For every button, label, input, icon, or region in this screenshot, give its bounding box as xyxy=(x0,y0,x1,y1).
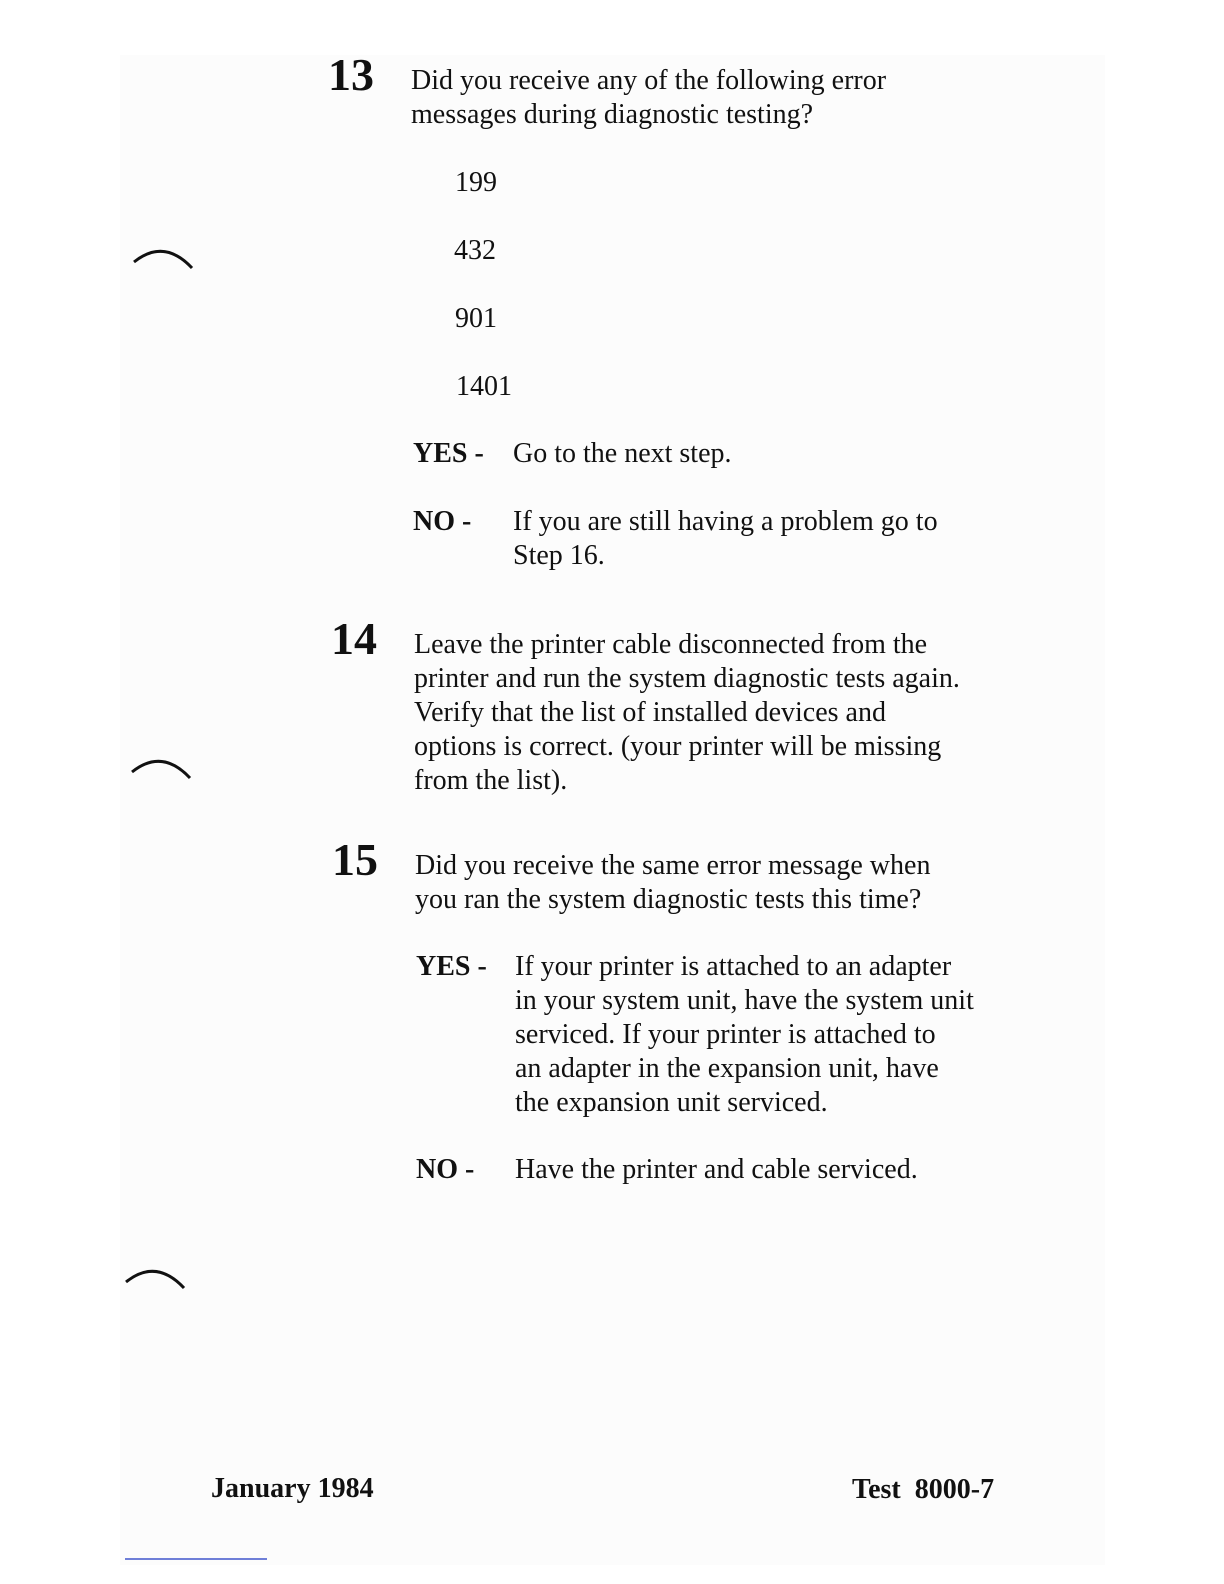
text-line: Have the printer and cable serviced. xyxy=(515,1154,918,1185)
error-code: 901 xyxy=(455,303,497,334)
page-sheet xyxy=(120,55,1105,1565)
no-instruction xyxy=(515,1153,918,1187)
no-label: NO - xyxy=(413,506,472,537)
text-line: Step 16. xyxy=(513,540,605,571)
step-number: 15 xyxy=(332,834,378,885)
text-line: from the list). xyxy=(414,765,568,796)
binder-hole-mark-icon xyxy=(128,238,198,274)
step-number: 13 xyxy=(328,49,374,100)
binder-hole-mark-icon xyxy=(120,1258,190,1294)
text-line: Go to the next step. xyxy=(513,438,732,469)
error-code: 1401 xyxy=(456,371,512,402)
no-instruction xyxy=(513,505,938,573)
text-line: Did you receive the same error message when xyxy=(415,850,931,881)
text-line: you ran the system diagnostic tests this time? xyxy=(415,884,922,915)
error-code: 199 xyxy=(455,167,497,198)
text-line: options is correct. (your printer will be missing xyxy=(414,731,942,762)
step-number: 14 xyxy=(331,613,377,664)
text-line: in your system unit, have the system unit xyxy=(515,985,974,1016)
yes-instruction xyxy=(513,437,732,471)
step-text xyxy=(411,64,886,132)
step-text xyxy=(415,849,930,917)
text-line: messages during diagnostic testing? xyxy=(411,99,814,130)
text-line: If your printer is attached to an adapter xyxy=(515,951,952,982)
yes-instruction xyxy=(515,950,974,1120)
error-code: 432 xyxy=(454,235,496,266)
footer-date: January 1984 xyxy=(211,1473,374,1504)
text-line: an adapter in the expansion unit, have xyxy=(515,1053,939,1084)
text-line: Leave the printer cable disconnected from the xyxy=(414,629,928,660)
text-line: the expansion unit serviced. xyxy=(515,1087,828,1118)
text-line: Verify that the list of installed devices and xyxy=(414,697,886,728)
text-line: printer and run the system diagnostic tests again. xyxy=(414,663,960,694)
text-line: If you are still having a problem go to xyxy=(513,506,938,537)
step-text xyxy=(414,628,960,798)
text-line: Did you receive any of the following error xyxy=(411,65,887,96)
no-label: NO - xyxy=(416,1154,475,1185)
yes-label: YES - xyxy=(416,951,487,982)
text-line: serviced. If your printer is attached to xyxy=(515,1019,936,1050)
scan-edge-line xyxy=(125,1558,267,1560)
footer-page-id: Test 8000-7 xyxy=(852,1474,995,1505)
binder-hole-mark-icon xyxy=(126,748,196,784)
yes-label: YES - xyxy=(413,438,484,469)
